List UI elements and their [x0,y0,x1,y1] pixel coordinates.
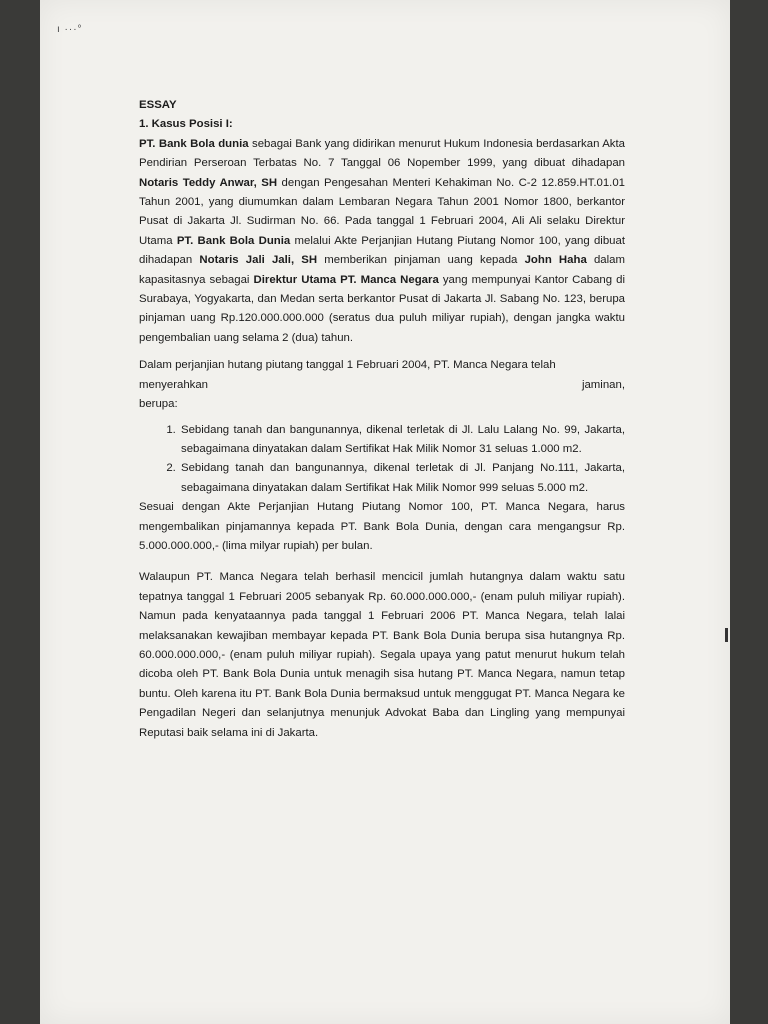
bank-name: PT. Bank Bola dunia [139,137,249,150]
essay-title: ESSAY [139,99,177,111]
collateral-list [139,421,625,499]
edge-mark [725,628,728,642]
case-paragraph-4: Walaupun PT. Manca Negara telah berhasil mencicil jumlah hutangnya dalam waktu satu tepatnya tanggal 1 Februari 2005 sebanyak Rp. 60.000.000.000,- (enam puluh miliyar rupiah). Namun pada kenyataannya pada tanggal 1 Februari 2006 PT. Manca Negara, telah lalai melaksanakan kewajiban membayar kepada PT. Bank Bola Dunia berupa sisa hutangnya Rp. 60.000.000.000,- (enam puluh miliyar rupiah). Segala upaya yang patut menurut hukum telah dicoba oleh PT. Bank Bola Dunia untuk menagih sisa hutang PT. Manca Negara, namun tetap buntu. Oleh karena itu PT. Bank Bola Dunia bermaksud untuk menggugat PT. Manca Negara ke Pengadilan Negeri dan selanjutnya menunjuk Advokat Baba dan Lingling yang mempunyai Reputasi baik selama ini di Jakarta. [139,571,625,739]
header-mark: ı ···° [57,24,83,35]
case-title: 1. Kasus Posisi I: [139,118,233,131]
case-paragraph-3: Sesuai dengan Akte Perjanjian Hutang Piutang Nomor 100, PT. Manca Negara, harus mengembalikan pinjamannya kepada PT. Bank Bola Dunia, dengan cara mengangsur Rp. 5.000.000.000,- (lima milyar rupiah) per bulan. [139,501,625,552]
borrower-name: John Haha [524,254,587,267]
document-content [139,96,625,743]
director-title: Direktur Utama PT. Manca Negara [253,273,439,286]
bank-name-2: PT. Bank Bola Dunia [176,234,291,247]
notary-1: Notaris Teddy Anwar, SH [139,176,278,189]
list-item: 2. Sebidang tanah dan bangunannya, dikenal terletak di Jl. Panjang No.111, Jakarta, sebagaimana dinyatakan dalam Sertifikat Hak Milik Nomor 999 seluas 5.000 m2. [179,459,625,498]
case-paragraph-2: Dalam perjanjian hutang piutang tanggal 1 Februari 2004, PT. Manca Negara telah menyerahkan jaminan, berupa: [139,359,625,411]
notary-2: Notaris Jali Jali, SH [199,254,318,267]
list-item: 1. Sebidang tanah dan bangunannya, dikenal terletak di Jl. Lalu Lalang No. 99, Jakarta, sebagaimana dinyatakan dalam Sertifikat Hak Milik Nomor 31 seluas 1.000 m2. [179,421,625,460]
case-paragraph-1: PT. Bank Bola dunia sebagai Bank yang didirikan menurut Hukum Indonesia berdasarkan Akta Pendirian Perseroan Terbatas No. 7 Tanggal 06 Nopember 1999, yang dibuat dihadapan Notaris Teddy Anwar, SH dengan Pengesahan Menteri Kehakiman No. C-2 12.859.HT.01.01 Tahun 2001, yang diumumkan dalam Lembaran Negara Tahun 2001 Nomor 1800, berkantor Pusat di Jakarta Jl. Sudirman No. 66. Pada tanggal 1 Februari 2004, Ali Ali selaku Direktur Utama PT. Bank Bola Dunia melalui Akte Perjanjian Hutang Piutang Nomor 100, yang dibuat dihadapan Notaris Jali Jali, SH memberikan pinjaman uang kepada John Haha dalam kapasitasnya sebagai Direktur Utama PT. Manca Negara yang mempunyai Kantor Cabang di Surabaya, Yogyakarta, dan Medan serta berkantor Pusat di Jakarta Jl. Sabang No. 123, berupa pinjaman uang Rp.120.000.000.000 (seratus dua puluh miliyar rupiah), dengan jangka waktu pengembalian uang selama 2 (dua) tahun. [139,137,626,344]
